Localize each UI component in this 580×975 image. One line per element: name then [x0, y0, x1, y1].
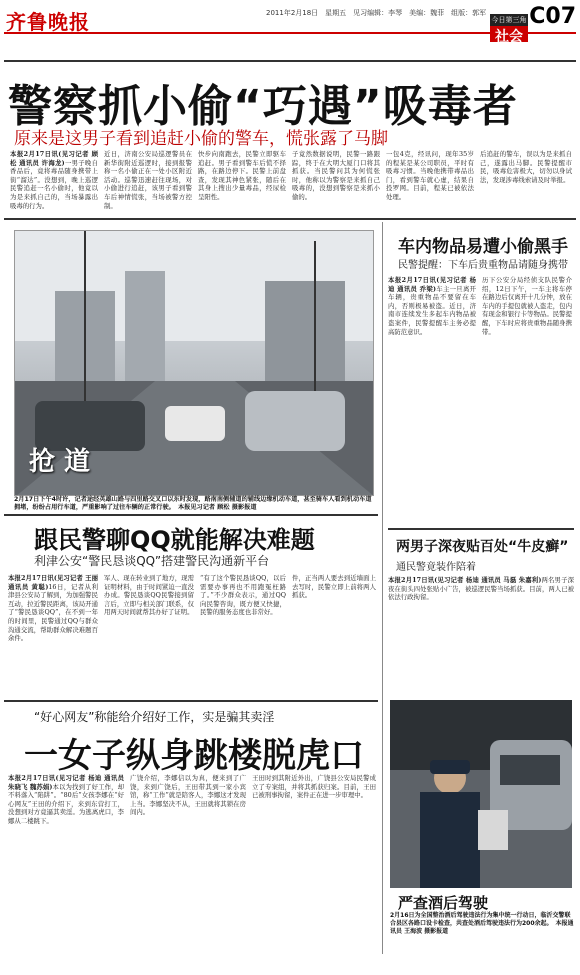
qq-text-3: “有了这个警民恳谈QQ，以后需要办事再也不用跑冤枉路了。”不少群众表示，通过QQ向民警咨询，既方便又快捷，民警的服务态度也非常好。	[200, 574, 286, 617]
lead-text-5: 一包4克，经讯问，现年35岁的程某是某公司职员，平时有吸毒习惯。当晚他携带毒品出门，看到警车就心虚，结果自投罗网。目前，程某已被依法处理。	[386, 150, 474, 201]
car-text-2: 历下公安分局经侦支队民警介绍，12日下午，一车主将车停在路边后仅离开十几分钟，放在车内的手提包就被人盗走，包内有现金和银行卡等物品。民警提醒，下车时应将贵重物品随身携带。	[482, 276, 572, 336]
traffic-caption: 2月16日为全国整治酒后驾驶违法行为集中统一行动日，临沂交警联合县区各路口设卡检查，共查处酒后驾驶违法行为200余起。 本报通讯员 王海波 摄影报道	[390, 912, 574, 935]
qq-col-1	[8, 574, 98, 698]
fraud-col-1	[8, 774, 124, 960]
lead-text-3: 快步向南跑去，民警立即驱车追赶。男子看到警车后慌不择路，在路边停下。民警上前盘查，发现其神色紧张，随后在其身上搜出少量毒品，经尿检呈阳性。	[198, 150, 286, 201]
lead-text-4: 子竟然数据说明，民警一路跟踪，终于在大明大厦门口将其抓获。当民警问其为何慌张时，他称以为警察是来抓自己吸毒的，没想到警察是来抓小偷的。	[292, 150, 380, 201]
qq-byline: 本报2月17日讯(见习记者 王丽 通讯员 黄聪)	[8, 574, 98, 591]
lead-text-1: 一男子晚自香品后，竟将毒品随身携带上街“溜达”。没想到，晚上巡逻民警追赶一名小偷时，他竟以为是来抓自己的，当场暴露出吸毒的行为。	[10, 158, 98, 210]
fraud-headline: 一女子纵身跳楼脱虎口	[24, 736, 364, 776]
lead-headline: 警察抓小偷“巧遇”吸毒者	[8, 81, 518, 132]
lead-bottom-rule	[4, 218, 576, 220]
qq-text-4: 件，正当两人要去到近墙面上去写时，民警立即上前将两人抓获。	[292, 574, 376, 600]
traffic-headline: 严查酒后驾驶	[398, 894, 489, 912]
qq-col-3	[200, 574, 286, 698]
car-byline: 本报2月17日讯(见习记者 杨迪 通讯员 乔梁)	[388, 276, 476, 293]
news-photo	[14, 230, 374, 496]
newspaper-logo: 齐鲁晚报	[6, 10, 90, 34]
fraud-col-2	[130, 774, 246, 960]
car-col-1	[388, 276, 476, 526]
lead-subtitle: 原来是这男子看到追赶小偷的警车，慌张露了马脚	[14, 129, 388, 149]
cowhide-byline: 本报2月17日讯(见习记者 杨迪 通讯员 马磊 朱嘉利)	[388, 576, 542, 584]
fraud-byline: 本报2月17日讯(见习记者 杨迪 通讯员 朱晓飞 魏苏娟)	[8, 774, 124, 791]
qq-top-rule	[4, 514, 378, 516]
fraud-text-3: 王田时到其附近外出，广饶县公安局民警成立了专案组，并将其抓获归案。目前，王田已被刑事拘留，案件正在进一步审理中。	[252, 774, 376, 800]
cowhide-body	[388, 576, 574, 696]
section-tag-top: 今日第三角	[491, 16, 527, 24]
lead-text-6: 后追赶的警车，误以为是来抓自己，遂露出马脚。民警提醒市民，吸毒危害极大，切勿以身试法，发现涉毒线索请及时举报。	[480, 150, 572, 184]
fraud-kicker: “好心网友”称能给介绍好工作，实是骗其卖淫	[34, 710, 275, 724]
cowhide-headline: 两男子深夜贴百处“牛皮癣”	[396, 539, 569, 555]
police-checkpoint-illustration	[390, 700, 572, 888]
qq-text-2: 军人、现在转业到了地方，现需证明材料，由于时间紧迫一直没办成。警民恳谈QQ民警接到留言后，立即与相关部门联系，仅用两天时间就帮其办好了证明。	[104, 574, 194, 617]
lead-col-3	[198, 150, 286, 212]
photo-label: 抢 道	[29, 447, 91, 477]
qq-col-4	[292, 574, 376, 698]
fraud-text-2: 广饶介绍，李娜信以为真，便来到了广饶，来到广饶后，王田带其到一家小宾馆，称“工作”就是陪客人，李娜这才发现上当。李娜坚决不从，王田就将其锁在房间内。	[130, 774, 246, 817]
qq-col-2	[104, 574, 194, 698]
lead-col-5	[386, 150, 474, 212]
traffic-photo	[390, 700, 572, 888]
lead-col-4	[292, 150, 380, 212]
photo-caption: 2月17日下午4时许，记者途经英雄山路与四里路交叉口以东时发现，路南南侧辅道的辅线边缘机动车道，甚至骑车人看到机动车道拥堵，纷纷占用行车道，严重影响了过往车辆的正常行驶。 本报见习记者 顾松 摄影报道	[14, 496, 372, 511]
lead-col-6	[480, 150, 572, 212]
lead-col-2	[104, 150, 192, 212]
cowhide-subtitle: 通民警竟装作陪着	[396, 562, 476, 573]
lead-text-2: 近日，济南公安局巡逻警员在新华街附近巡逻时，接到报警称一名小偷正在一处小区附近活动。巡警迅速赶往现场，对小偷进行追赶，该男子看到警车后神情慌张，当场被警方控制。	[104, 150, 192, 210]
lead-top-rule	[4, 60, 576, 62]
page-number: C07	[529, 4, 576, 29]
cowhide-top-rule	[388, 528, 574, 530]
car-headline: 车内物品易遭小偷黑手	[398, 237, 568, 257]
car-col-2	[482, 276, 572, 526]
section-tag-main: 社会	[495, 29, 523, 45]
lead-col-1	[10, 150, 98, 212]
section-tag	[490, 14, 528, 45]
fraud-col-3	[252, 774, 376, 960]
qq-subtitle: 利津公安“警民恳谈QQ”搭建警民沟通新平台	[34, 554, 270, 568]
column-divider	[382, 222, 383, 954]
lead-byline: 本报2月17日讯(见习记者 顾松 通讯员 许海龙)	[10, 150, 98, 167]
fraud-text-1: 本以为找到了好工作，却不料落入“陷阱”。“80后”女孩李娜在“好心网友”王田的介绍下，来到东营打工，没想到对方竟逼其卖淫。为逃离虎口，李娜从二楼跳下。	[8, 782, 124, 825]
car-subtitle: 民警提醒：下车后贵重物品请随身携带	[398, 260, 568, 271]
fraud-top-rule	[4, 700, 378, 702]
cowhide-text: 两名男子深夜在街头四处张贴小广告，被巡逻民警当场抓获。目前，两人已被依法行政拘留。	[388, 576, 574, 602]
dateline: 2011年2月18日 星期五 见习编辑：李琴 美编：魏菲 组版：郭军	[266, 9, 487, 17]
qq-headline: 跟民警聊QQ就能解决难题	[34, 526, 315, 554]
qq-text-1: 16日，记者从利津县公安局了解到，为加强警民互动，拉近警民距离，该局开通了“警民恳谈QQ”，在不到一年的时间里，民警通过QQ与群众沟通交流，帮助群众解决难题百余件。	[8, 582, 98, 643]
car-text-1: 车主一旦离开车辆，贵重物品不要留在车内，否则极易被盗。近日，济南市连续发生多起车内物品被盗案件，民警提醒车主务必提高防范意识。	[388, 284, 476, 336]
